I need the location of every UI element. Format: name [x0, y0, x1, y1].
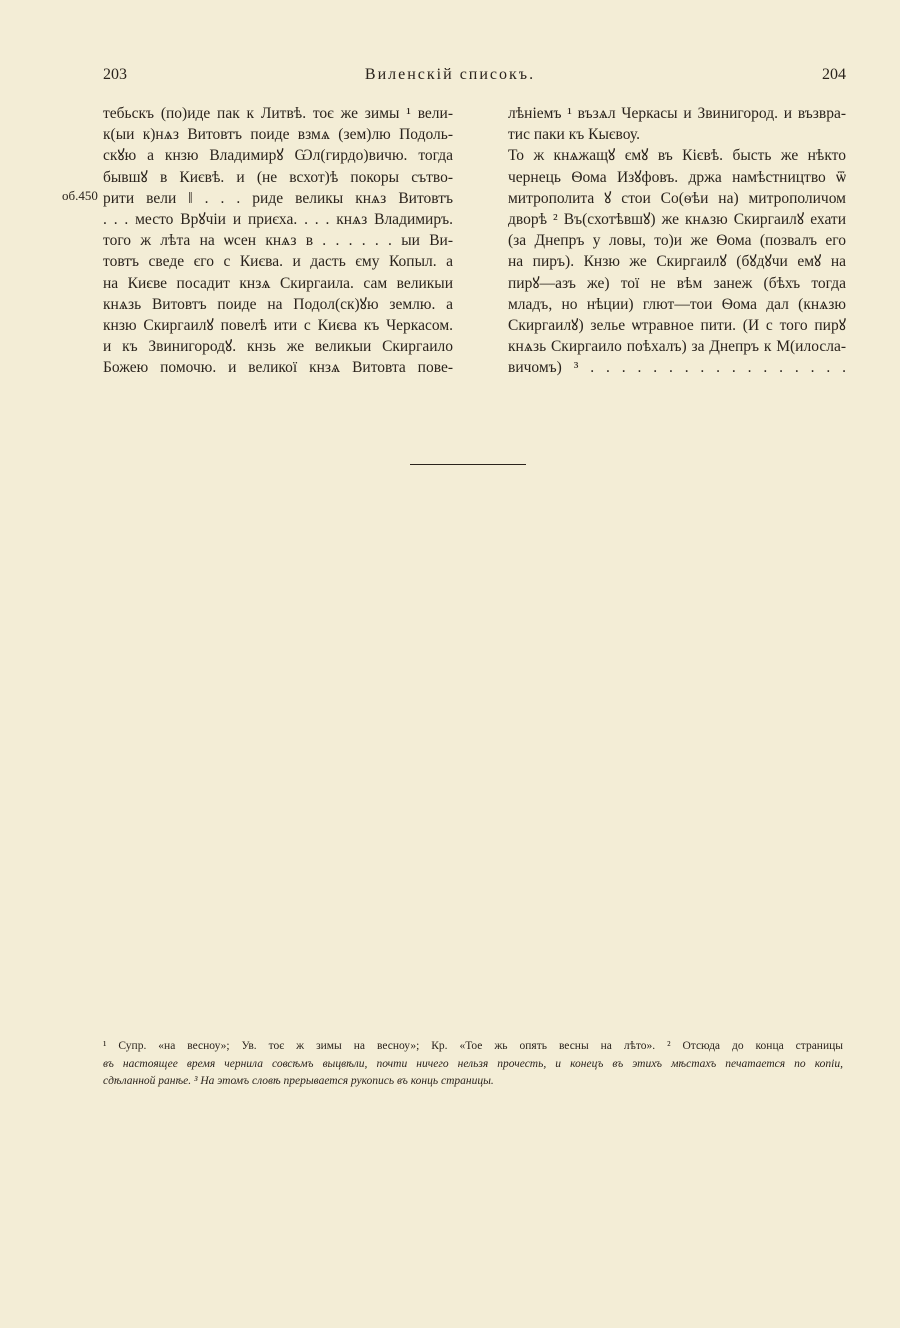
text-line: . . . место Врꙋчіи и приєха. . . . кнѧз Владимиръ. [103, 211, 453, 229]
footnote-line: ¹ Супр. «на весноу»; Ув. тоє ж зимы на весноу»; Кр. «Тое жь опять весны на лѣто». ² Отсюда до конца страницы [103, 1040, 843, 1052]
left-column [103, 103, 453, 379]
text-line: вичомъ) ³ . . . . . . . . . . . . . . . . . [508, 359, 846, 377]
text-line: То ж кнѧжащꙋ ємꙋ въ Кієвѣ. бысть же нѣкто [508, 147, 846, 165]
footnote-line: въ настоящее время чернила совсѣмъ выцвѣли, почти ничего нельзя прочесть, и конецъ въ этихъ мѣстахъ печатается по копіи, [103, 1057, 843, 1070]
text-line: младъ, но нѣции) глют—тои Ѳома дал (кнѧзю [508, 295, 846, 313]
text-line: Божею помочю. и великої кнзѧ Витовта пове- [103, 359, 453, 377]
page-number-left: 203 [103, 66, 127, 83]
text-line: того ж лѣта на ѡсен кнѧз в . . . . . . ыи Ви- [103, 232, 453, 250]
text-line: Скиргаилꙋ) зелье ѡтравное пити. (И с того пирꙋ [508, 317, 846, 335]
text-line: на пиръ). Кнзю же Скиргаилꙋ (бꙋдꙋчи емꙋ на [508, 253, 846, 271]
right-column [508, 103, 846, 379]
text-line: пирꙋ—азъ же) тої не вѣм занеж (бѣхъ тогда [508, 274, 846, 292]
text-line: скꙋю а кнзю Владимирꙋ Ѡл(гирдо)вичю. тогда [103, 147, 453, 165]
text-line: рити вели ‖ . . . риде великы кнѧз Витовтъ [103, 189, 453, 207]
text-line: к(ыи к)нѧз Витовтъ поиде взмѧ (зем)лю Подоль- [103, 126, 453, 144]
margin-folio-note: об.450 [62, 188, 98, 203]
text-line: бывшꙋ в Києвѣ. и (не всхот)ѣ покоры сътво- [103, 168, 453, 186]
text-line: кнѧзь Витовтъ поиде на Подол(ск)ꙋю землю. а [103, 295, 453, 313]
text-line: тис паки къ Кыєвоу. [508, 126, 640, 144]
text-line: дворѣ ² Въ(схотѣвшꙋ) же кнѧзю Скиргаилꙋ ехати [508, 211, 846, 229]
text-line: на Києве посадит кнзѧ Скиргаила. сам великыи [103, 274, 453, 292]
page-number-right: 204 [822, 66, 846, 83]
footnote-line: сдѣланной ранѣе. ³ На этомъ словѣ прерывается рукопись въ конць страницы. [103, 1075, 494, 1087]
text-line: кнѧзь Скиргаило поѣхалъ) за Днепръ к М(илосла- [508, 338, 846, 356]
text-line: лѣніемъ ¹ възѧл Черкасы и Звинигород. и възвра- [508, 105, 846, 122]
text-line: и къ Звинигородꙋ. кнзь же великыи Скиргаило [103, 338, 453, 356]
section-divider [410, 464, 526, 465]
text-line: кнзю Скиргаилꙋ повелѣ ити с Києва къ Черкасом. [103, 317, 453, 335]
footnotes [103, 1038, 843, 1091]
page-header [0, 66, 900, 90]
text-line: тебьскъ (по)иде пак к Литвѣ. тоє же зимы ¹ вели- [103, 105, 453, 122]
text-line: (за Днепръ у ловы, то)и же Ѳома (позвалъ его [508, 232, 846, 250]
text-line: чернець Ѳома Изꙋфовъ. држа намѣстництво ѿ [508, 168, 846, 186]
text-line: митрополита ꙋ стои Со(ѳѣи на) митрополичом [508, 189, 846, 207]
running-title: Виленскій списокъ. [364, 66, 536, 83]
text-line: товтъ сведе єго с Києва. и дасть єму Копыл. а [103, 253, 453, 271]
